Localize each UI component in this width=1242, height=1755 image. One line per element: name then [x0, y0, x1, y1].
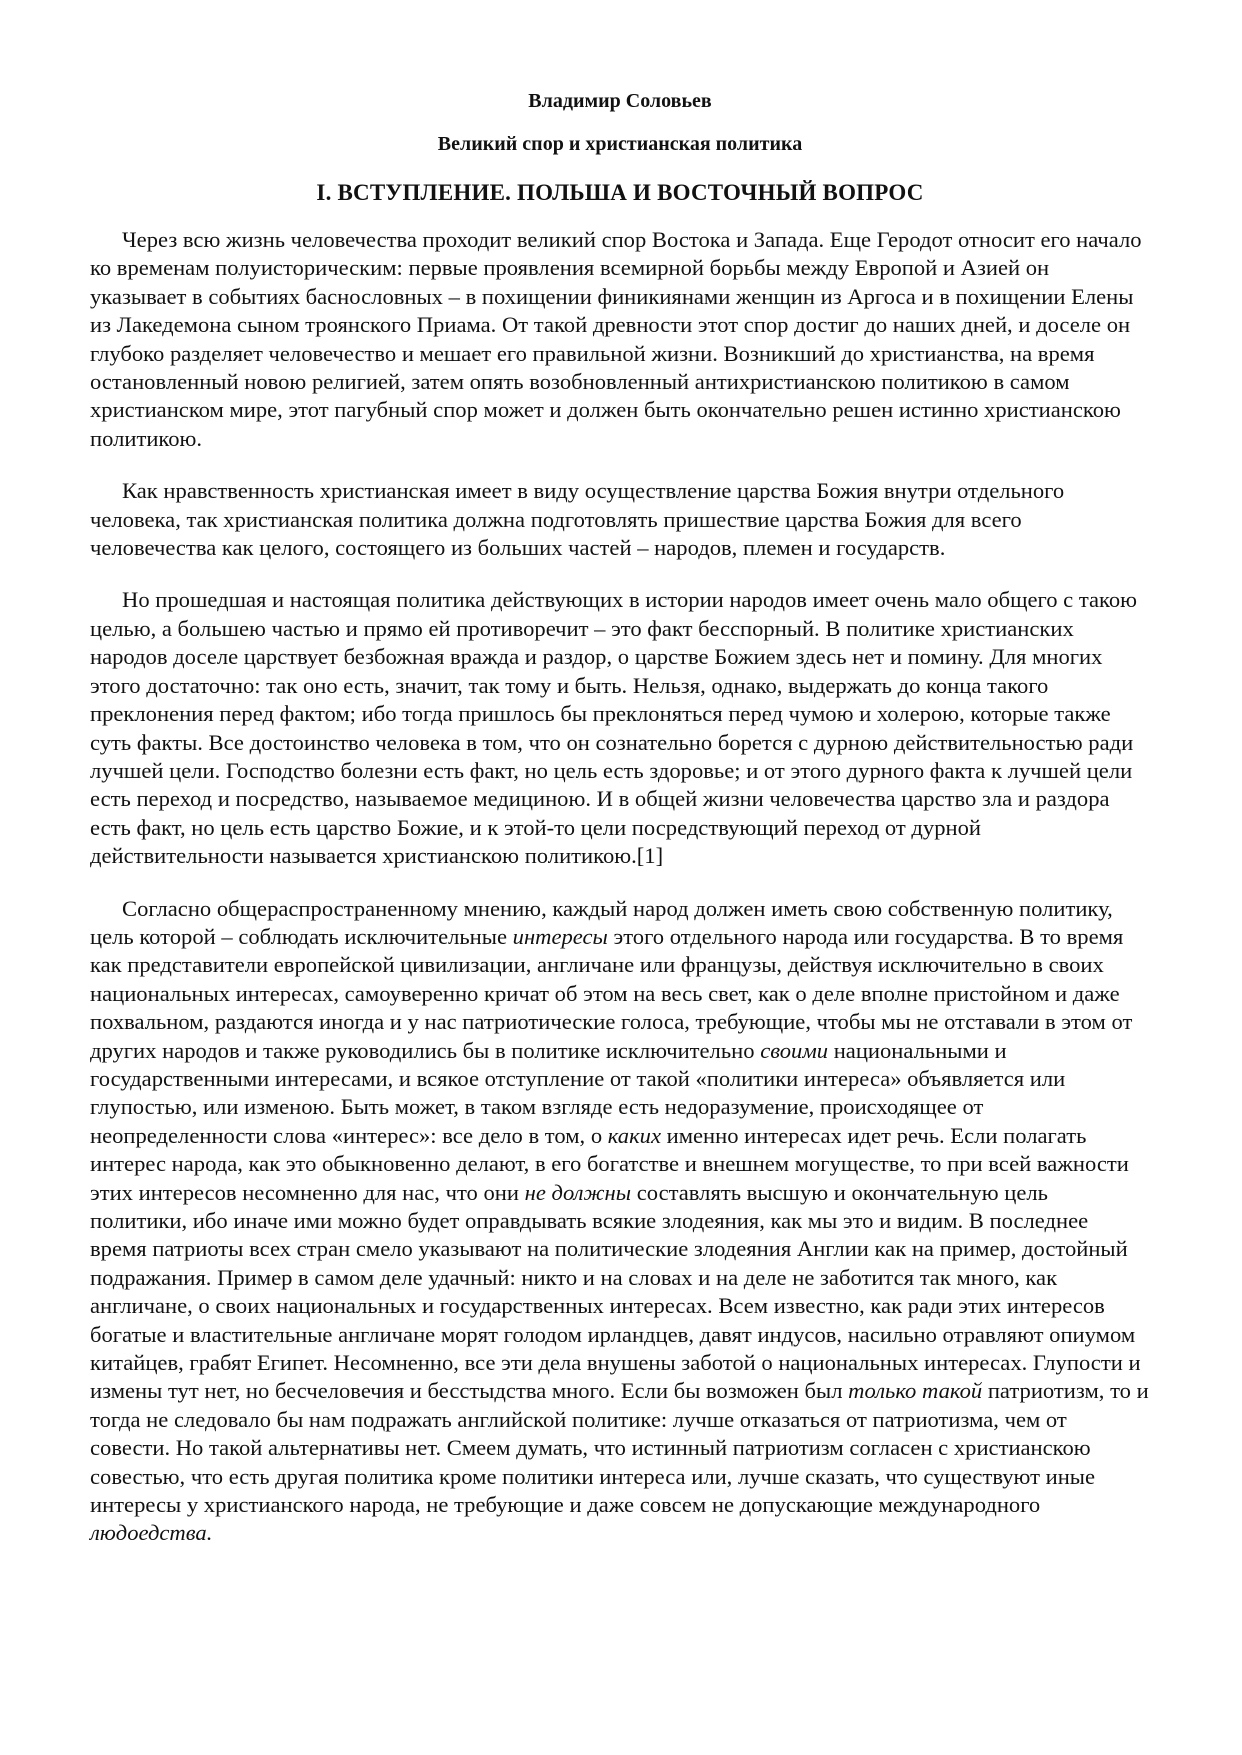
emphasis-own: своими — [760, 1037, 829, 1063]
emphasis-must-not: не должны — [524, 1179, 632, 1205]
paragraph-4-text: патриотизм, то и тогда не следовало бы нам подражать английской политике: лучше отказаться от патриотизма, чем от совести. Но такой альтернативы нет. Смеем думать, что истинный патриотизм согласен с христианскою совестью, что есть другая политика кроме политики интереса или, лучше сказать, что существуют иные интересы у христианского народа, не требующие и даже совсем не допускающие международного — [90, 1378, 1149, 1518]
author-name: Владимир Соловьев — [528, 90, 712, 112]
paragraph-4 — [90, 895, 1150, 1548]
paragraph-4-text: этого отдельного народа или государства. В то время как представители европейской цивилизации, англичане или французы, действуя исключительно в своих национальных интересах, самоуверенно кричат об этом на весь свет, как о деле вполне пристойном и даже похвальном, раздаются иногда и у нас патриотические голоса, требующие, чтобы мы не отставали в этом от других народов и также руководились бы в политике исключительно — [90, 923, 1133, 1063]
chapter-heading: I. ВСТУПЛЕНИЕ. ПОЛЬША И ВОСТОЧНЫЙ ВОПРОС — [316, 180, 924, 205]
emphasis-which: каких — [607, 1122, 661, 1148]
emphasis-interests: интересы — [512, 923, 608, 949]
paragraph-4-text: Согласно общераспространенному мнению, каждый народ должен иметь свою собственную политику, цель которой – соблюдать исключительные — [90, 895, 1113, 949]
paragraph-3: Но прошедшая и настоящая политика действующих в истории народов имеет очень мало общего с такою целью, а большею частью и прямо ей противоречит – это факт бесспорный. В политике христианских народов доселе царствует безбожная вражда и раздор, о царстве Божием здесь нет и помину. Для многих этого достаточно: так оно есть, значит, так тому и быть. Нельзя, однако, выдержать до конца такого преклонения перед фактом; ибо тогда пришлось бы преклоняться перед чумою и холерою, которые также суть факты. Все достоинство человека в том, что он сознательно борется с дурною действительностью ради лучшей цели. Господство болезни есть факт, но цель есть здоровье; и от этого дурного факта к лучшей цели есть переход и посредство, называемое медициною. И в общей жизни человечества царство зла и раздора есть факт, но цель есть царство Божие, и к этой-то цели посредствующий переход от дурной действительности называется христианскою политикою.[1] — [90, 587, 1138, 869]
paragraph-4-text: именно интересах идет речь. Если полагать интерес народа, как это обыкновенно делают, в его богатстве и внешнем могуществе, то при всей важности этих интересов несомненно для нас, что они — [90, 1122, 1129, 1205]
paragraph-2: Как нравственность христианская имеет в виду осуществление царства Божия внутри отдельного человека, так христианская политика должна подготовлять пришествие царства Божия для всего человечества как целого, состоящего из больших частей – народов, племен и государств. — [90, 478, 1065, 561]
work-title: Великий спор и христианская политика — [437, 133, 803, 155]
emphasis-only-such: только такой — [848, 1378, 983, 1404]
paragraph-4-text: составлять высшую и окончательную цель политики, ибо иначе ими можно будет оправдывать всякие злодеяния, как мы это и видим. В последнее время патриоты всех стран смело указывают на политические злодеяния Англии как на пример, достойный подражания. Пример в самом деле удачный: никто и на словах и на деле не заботится так много, как англичане, о своих национальных и государственных интересах. Всем известно, как ради этих интересов богатые и властительные англичане морят голодом ирландцев, давят индусов, насильно отравляют опиумом китайцев, грабят Египет. Несомненно, все эти дела внушены заботой о национальных интересах. Глупости и измены тут нет, но бесчеловечия и бесстыдства много. Если бы возможен был — [90, 1179, 1141, 1404]
document-page — [90, 90, 1150, 1572]
paragraph-4-text: национальными и государственными интересами, и всякое отступление от такой «политики интереса» объявляется или глупостью, или изменою. Быть может, в таком взгляде есть недоразумение, происходящее от неопределенности слова «интерес»: все дело в том, о — [90, 1037, 1066, 1148]
paragraph-1: Через всю жизнь человечества проходит великий спор Востока и Запада. Еще Геродот относит его начало ко временам полуисторическим: первые проявления всемирной борьбы между Европой и Азией он указывает в событиях баснословных – в похищении финикиянами женщин из Аргоса и в похищении Елены из Лакедемона сыном троянского Приама. От такой древности этот спор достиг до наших дней, и доселе он глубоко разделяет человечество и мешает его правильной жизни. Возникший до христианства, на время остановленный новою религией, затем опять возобновленный антихристианскою политикою в самом христианском мире, этот пагубный спор может и должен быть окончательно решен истинно христианскою политикою. — [90, 227, 1142, 451]
emphasis-cannibalism: людоедства. — [90, 1520, 213, 1546]
